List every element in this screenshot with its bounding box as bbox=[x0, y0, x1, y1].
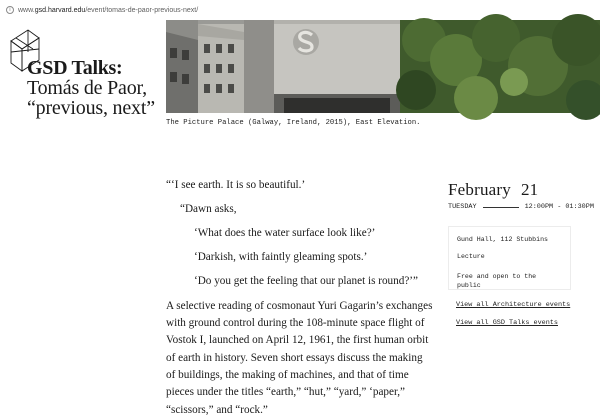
view-gsd-talks-events-link[interactable]: View all GSD Talks events bbox=[456, 319, 558, 327]
event-type: Lecture bbox=[457, 252, 485, 260]
event-month: February bbox=[448, 180, 511, 199]
event-details-box bbox=[448, 226, 571, 290]
event-time-row bbox=[448, 203, 594, 211]
address-bar[interactable] bbox=[0, 0, 600, 20]
url-path: /event/tomas-de-paor-previous-next/ bbox=[85, 6, 199, 14]
event-description: A selective reading of cosmonaut Yuri Gagarin’s exchanges with ground control during the 108-minute space flight of Vostok I, launched on April 12, 1961, the first human orbit of earth in history. Seven short essays discuss the making of buildings, the making of machines, and that of time pieces under the titles “earth,” “hut,” “yard,” ‘paper,” “scissors,” and “rock.” bbox=[166, 299, 433, 416]
url-host: gsd.harvard.edu bbox=[34, 6, 86, 14]
quote-earth: “‘I see earth. It is so beautiful.’ bbox=[166, 179, 306, 191]
event-date bbox=[448, 180, 538, 200]
time-divider bbox=[483, 207, 519, 208]
event-weekday: TUESDAY bbox=[448, 203, 477, 211]
event-time: 12:00PM - 01:30PM bbox=[524, 203, 594, 211]
page-title bbox=[27, 58, 155, 118]
url-prefix: www. bbox=[18, 6, 35, 14]
article-body bbox=[166, 178, 434, 419]
info-icon[interactable]: i bbox=[6, 6, 14, 14]
title-speaker: Tomás de Paor, bbox=[27, 77, 147, 99]
quote-water: ‘What does the water surface look like?’ bbox=[194, 226, 376, 239]
quote-darkish: ‘Darkish, with faintly gleaming spots.’ bbox=[194, 250, 368, 263]
quote-dawn: “Dawn asks, bbox=[180, 202, 237, 215]
title-series: GSD Talks: bbox=[27, 57, 123, 79]
hero-image bbox=[166, 20, 600, 113]
hero-photo bbox=[166, 20, 600, 113]
event-day: 21 bbox=[520, 180, 539, 199]
event-location: Gund Hall, 112 Stubbins bbox=[457, 236, 549, 243]
event-admission: Free and open to the public bbox=[457, 273, 537, 289]
hero-caption: The Picture Palace (Galway, Ireland, 2015), East Elevation. bbox=[166, 119, 421, 127]
title-talk: “previous, next” bbox=[27, 97, 155, 119]
view-architecture-events-link[interactable]: View all Architecture events bbox=[456, 301, 571, 309]
quote-round: ‘Do you get the feeling that our planet is round?’” bbox=[194, 274, 418, 287]
